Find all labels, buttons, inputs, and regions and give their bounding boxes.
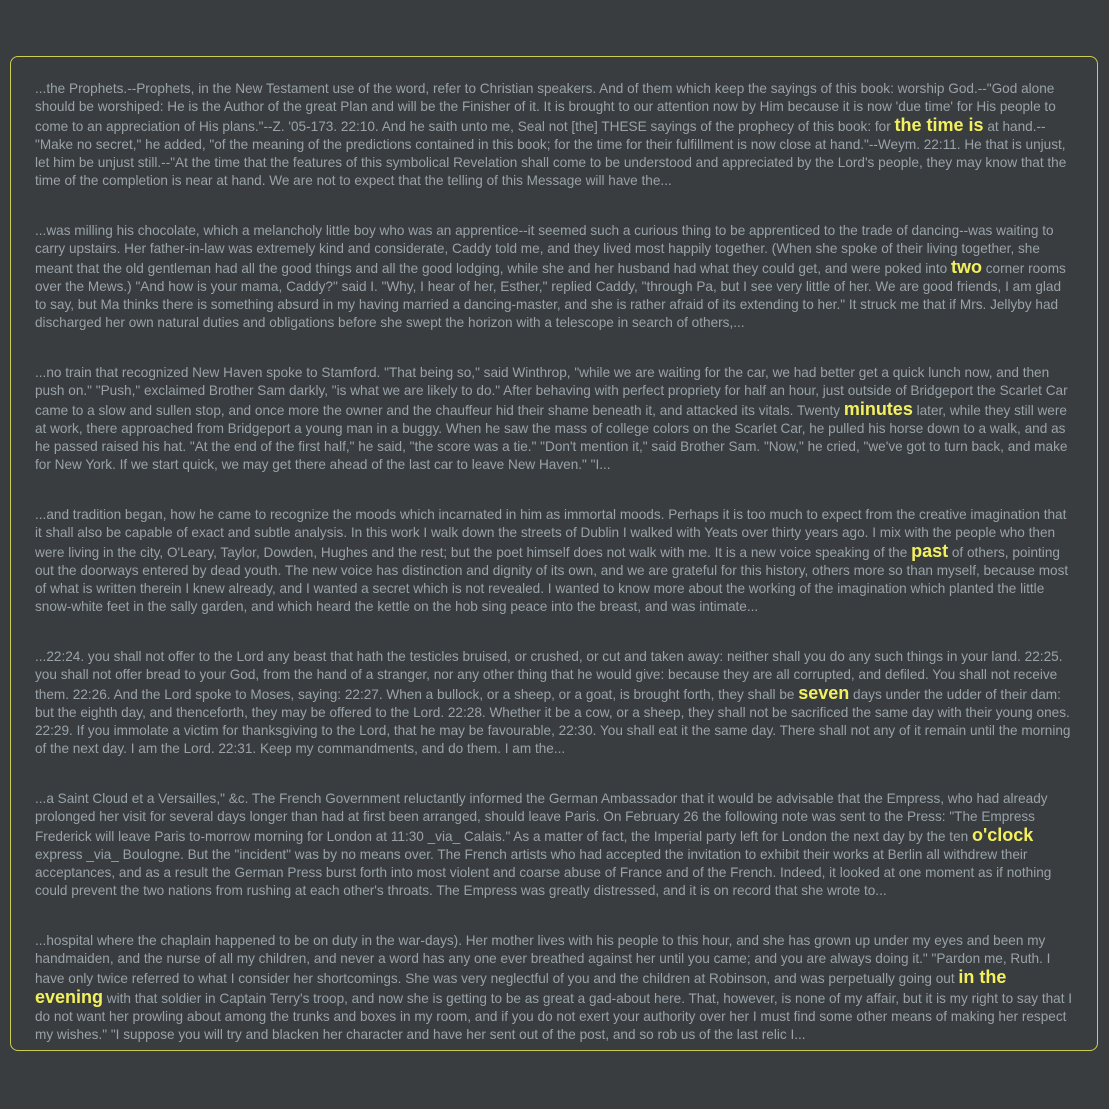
quote-paragraph bbox=[35, 932, 1073, 1044]
quote-text: ...no train that recognized New Haven spoke to Stamford. "That being so," said Winthrop, "while we are waiting for the car, we had better get a quick lunch now, and then push on." "Push," exclaimed Brother Sam darkly, "is what we are likely to do." After behaving with perfect propriety for half an hour, just outside of Bridgeport the Scarlet Car came to a slow and sullen stop, and once more the owner and the chauffeur hid their shame beneath it, and attacked its vitals. Twenty bbox=[35, 365, 1068, 418]
time-phrase-highlight: two bbox=[950, 257, 982, 277]
quote-paragraph bbox=[35, 506, 1073, 616]
quote-text: with that soldier in Captain Terry's troop, and now she is getting to be as great a gad-about here. That, however, is none of my affair, but it is my right to say that I do not want her prowling about among the trunks and boxes in my room, and if you do not exert your authority over her I must find some other means of making her respect my wishes." "I suppose you will try and blacken her character and have her sent out of the post, and so rob us of the last relic I... bbox=[35, 991, 1073, 1042]
quote-paragraph bbox=[35, 790, 1073, 900]
time-phrase-highlight: past bbox=[911, 541, 949, 561]
quote-paragraph bbox=[35, 222, 1073, 332]
quote-text: ...the Prophets.--Prophets, in the New Testament use of the word, refer to Christian speakers. And of them which keep the sayings of this book: worship God.--"God alone should be worshiped: He is the Author of the great Plan and will be the Finisher of it. It is brought to our attention now by Him because it is now 'due time' for His people to come to an appreciation of His plans."--Z. '05-173. 22:10. And he saith unto me, Seal not [the] THESE sayings of the prophecy of this book: for bbox=[35, 81, 1056, 134]
time-phrase-highlight: minutes bbox=[843, 399, 913, 419]
quote-text: ...hospital where the chaplain happened to be on duty in the war-days). Her mother lives with his people to this hour, and she has grown up under my eyes and been my handmaiden, and the nurse of all my children, and never a word has any one ever breathed against her until you came; and you are always doing it." "Pardon me, Ruth. I have only twice referred to what I consider her shortcomings. She was very neglectful of you and the children at Robinson, and was perpetually going out bbox=[35, 933, 1051, 986]
quote-text: ...and tradition began, how he came to recognize the moods which incarnated in him as immortal moods. Perhaps it is too much to expect from the creative imagination that it shall also be capable of exact and subtle analysis. In this work I walk down the streets of Dublin I walked with Yeats over thirty years ago. I mix with the people who then were living in the city, O'Leary, Taylor, Dowden, Hughes and the rest; but the poet himself does not walk with me. It is a new voice speaking of the bbox=[35, 507, 1067, 560]
quote-text: ...22:24. you shall not offer to the Lord any beast that hath the testicles bruised, or crushed, or cut and taken away: neither shall you do any such things in your land. 22:25. you shall not offer bread to your God, from the hand of a stranger, nor any other thing that he would give: because they are all corrupted, and defiled. You shall not receive them. 22:26. And the Lord spoke to Moses, saying: 22:27. When a bullock, or a sheep, or a goat, is brought forth, they shall be bbox=[35, 649, 1063, 702]
quote-list bbox=[35, 80, 1073, 1044]
quote-text: at hand.--"Make no secret," he added, "of the meaning of the predictions contained in this book; for the time for their fulfillment is now close at hand."--Weym. 22:11. He that is unjust, let him be unjust still.--"At the time that the features of this symbolical Revelation shall come to be understood and appreciated by the Lord's people, they may know that the time of the completion is near at hand. We are not to expect that the telling of this Message will have the... bbox=[35, 119, 1067, 188]
time-phrase-highlight: seven bbox=[798, 683, 850, 703]
quote-text: express _via_ Boulogne. But the "incident" was by no means over. The French artists who had accepted the invitation to exhibit their works at Berlin all withdrew their acceptances, and as a result the German Press burst forth into most violent and coarse abuse of France and of the French. Indeed, it looked at one moment as if nothing could prevent the two nations from rushing at each other's throats. The Empress was greatly distressed, and it is on record that she wrote to... bbox=[35, 847, 1052, 898]
quote-text: days under the udder of their dam: but the eighth day, and thenceforth, they may be offered to the Lord. 22:28. Whether it be a cow, or a sheep, they shall not be sacrificed the same day with their young ones. 22:29. If you immolate a victim for thanksgiving to the Lord, that he may be favourable, 22:30. You shall eat it the same day. There shall not any of it remain until the morning of the next day. I am the Lord. 22:31. Keep my commandments, and do them. I am the... bbox=[35, 687, 1071, 756]
quote-text: of others, pointing out the doorways entered by dead youth. The new voice has distinction and dignity of its own, and we are grateful for this history, others more so than myself, because most of what is written therein I knew already, and I wanted a secret which is not revealed. I wanted to know more about the working of the imagination which planted the little snow-white feet in the sally garden, and which heard the kettle on the hob sing peace into the breast, and was intimate... bbox=[35, 545, 1069, 614]
quote-text: ...was milling his chocolate, which a melancholy little boy who was an apprentice--it seemed such a curious thing to be apprenticed to the trade of dancing--was waiting to carry upstairs. Her father-in-law was extremely kind and considerate, Caddy told me, and they lived most happily together. (When she spoke of their living together, she meant that the old gentleman had all the good things and all the good lodging, while she and her husband had what they could get, and were poked into bbox=[35, 223, 1054, 276]
time-phrase-highlight: o'clock bbox=[971, 825, 1034, 845]
quote-text: later, while they still were at work, there approached from Bridgeport a young man in a buggy. When he saw the mass of college colors on the Scarlet Car, he pulled his horse down to a walk, and as he passed raised his hat. "At the end of the first half," he said, "the score was a tie." "Don't mention it," said Brother Sam. "Now," he cried, "we've got to turn back, and make for New York. If we start quick, we may get there ahead of the last car to leave New Haven." "I... bbox=[35, 403, 1068, 472]
quote-paragraph bbox=[35, 80, 1073, 190]
literature-clock-panel bbox=[10, 56, 1098, 1051]
quote-text: corner rooms over the Mews.) "And how is your mama, Caddy?" said I. "Why, I hear of her, Esther," replied Caddy, "through Pa, but I see very little of her. We are good friends, I am glad to say, but Ma thinks there is something absurd in my having married a dancing-master, and she is rather afraid of its extending to her." It struck me that if Mrs. Jellyby had discharged her own natural duties and obligations before she swept the horizon with a telescope in search of others,... bbox=[35, 261, 1066, 330]
time-phrase-highlight: in the evening bbox=[35, 967, 1007, 1007]
time-phrase-highlight: the time is bbox=[894, 115, 984, 135]
quote-paragraph bbox=[35, 648, 1073, 758]
quote-text: ...a Saint Cloud et a Versailles," &c. The French Government reluctantly informed the German Ambassador that it would be advisable that the Empress, who had already prolonged her visit for several days longer than had at first been arranged, should leave Paris. On February 26 the following note was sent to the Press: "The Empress Frederick will leave Paris to-morrow morning for London at 11:30 _via_ Calais." As a matter of fact, the Imperial party left for London the next day by the ten bbox=[35, 791, 1048, 844]
quote-paragraph bbox=[35, 364, 1073, 474]
